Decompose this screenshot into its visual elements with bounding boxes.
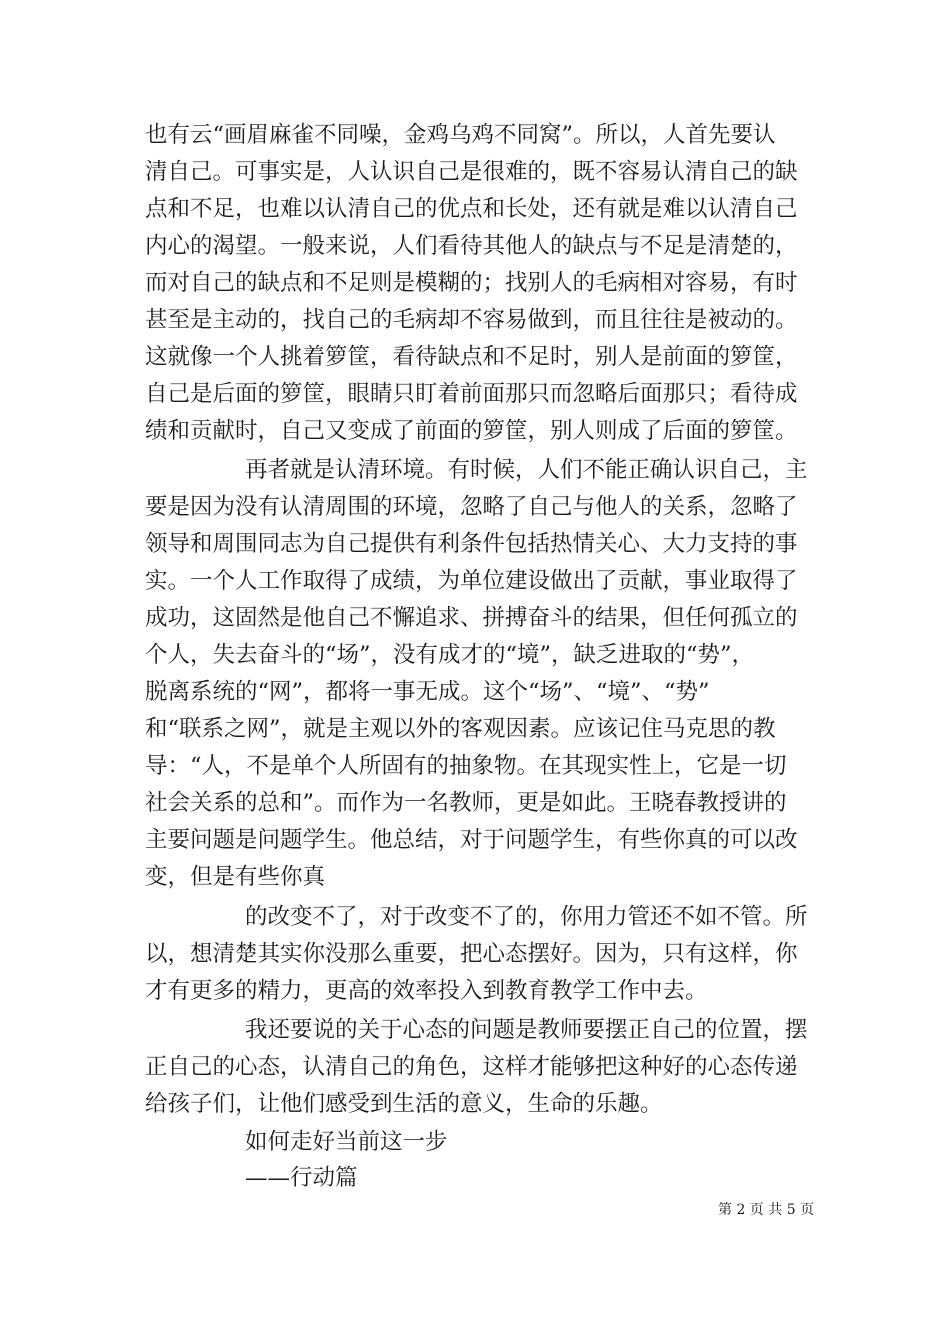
text-line: 脱离系统的“网”，都将一事无成。这个“场”、“境”、“势” <box>145 679 710 705</box>
section-heading: 如何走好当前这一步 <box>245 1129 448 1155</box>
text-line: 和“联系之网”，就是主观以外的客观因素。应该记住马克思的教 <box>145 716 776 742</box>
text-line: 实。一个人工作取得了成绩，为单位建设做出了贡献，事业取得了 <box>145 568 798 594</box>
text-line: 以，想清楚其实你没那么重要，把心态摆好。因为，只有这样，你 <box>145 941 798 967</box>
text-line: 正自己的心态，认清自己的角色，这样才能够把这种好的心态传递 <box>145 1054 798 1080</box>
text-line: 领导和周围同志为自己提供有利条件包括热情关心、大力支持的事 <box>145 531 798 557</box>
text-line: 个人，失去奋斗的“场”，没有成才的“境”，缺乏进取的“势”， <box>145 642 755 668</box>
text-line: 主要问题是问题学生。他总结，对于问题学生，有些你真的可以改 <box>145 827 798 853</box>
page-number-footer: 第 2 页 共 5 页 <box>718 1202 815 1218</box>
text-line: 甚至是主动的，找自己的毛病却不容易做到，而且往往是被动的。 <box>145 307 798 333</box>
text-line: 绩和贡献时，自己又变成了前面的箩筐，别人则成了后面的箩筐。 <box>145 418 798 444</box>
text-line: 社会关系的总和”。而作为一名教师，更是如此。王晓春教授讲的 <box>145 790 787 816</box>
text-line: 给孩子们，让他们感受到生活的意义，生命的乐趣。 <box>145 1091 663 1117</box>
text-line: 要是因为没有认清周围的环境，忽略了自己与他人的关系，忽略了 <box>145 494 798 520</box>
text-line: 内心的渴望。一般来说，人们看待其他人的缺点与不足是清楚的， <box>145 233 798 259</box>
paragraph-start-line: 再者就是认清环境。有时候，人们不能正确认识自己，主 <box>245 457 808 483</box>
paragraph-start-line: 的改变不了，对于改变不了的，你用力管还不如不管。所 <box>245 904 808 930</box>
section-subheading: ——行动篇 <box>245 1165 358 1191</box>
text-line: 点和不足，也难以认清自己的优点和长处，还有就是难以认清自己 <box>145 196 798 222</box>
text-line: 导：“人，不是单个人所固有的抽象物。在其现实性上，它是一切 <box>145 753 787 779</box>
text-line: 成功，这固然是他自己不懈追求、拼搏奋斗的结果，但任何孤立的 <box>145 605 798 631</box>
text-line: 自己是后面的箩筐，眼睛只盯着前面那只而忽略后面那只；看待成 <box>145 381 798 407</box>
text-line: 变，但是有些你真 <box>145 864 326 890</box>
text-line: 这就像一个人挑着箩筐，看待缺点和不足时，别人是前面的箩筐， <box>145 344 798 370</box>
paragraph-start-line: 我还要说的关于心态的问题是教师要摆正自己的位置，摆 <box>245 1017 808 1043</box>
text-line: 清自己。可事实是，人认识自己是很难的，既不容易认清自己的缺 <box>145 159 798 185</box>
text-line: 也有云“画眉麻雀不同噪，金鸡乌鸡不同窝”。所以，人首先要认 <box>145 122 776 148</box>
text-line: 而对自己的缺点和不足则是模糊的；找别人的毛病相对容易，有时 <box>145 270 798 296</box>
text-line: 才有更多的精力，更高的效率投入到教育教学工作中去。 <box>145 978 708 1004</box>
